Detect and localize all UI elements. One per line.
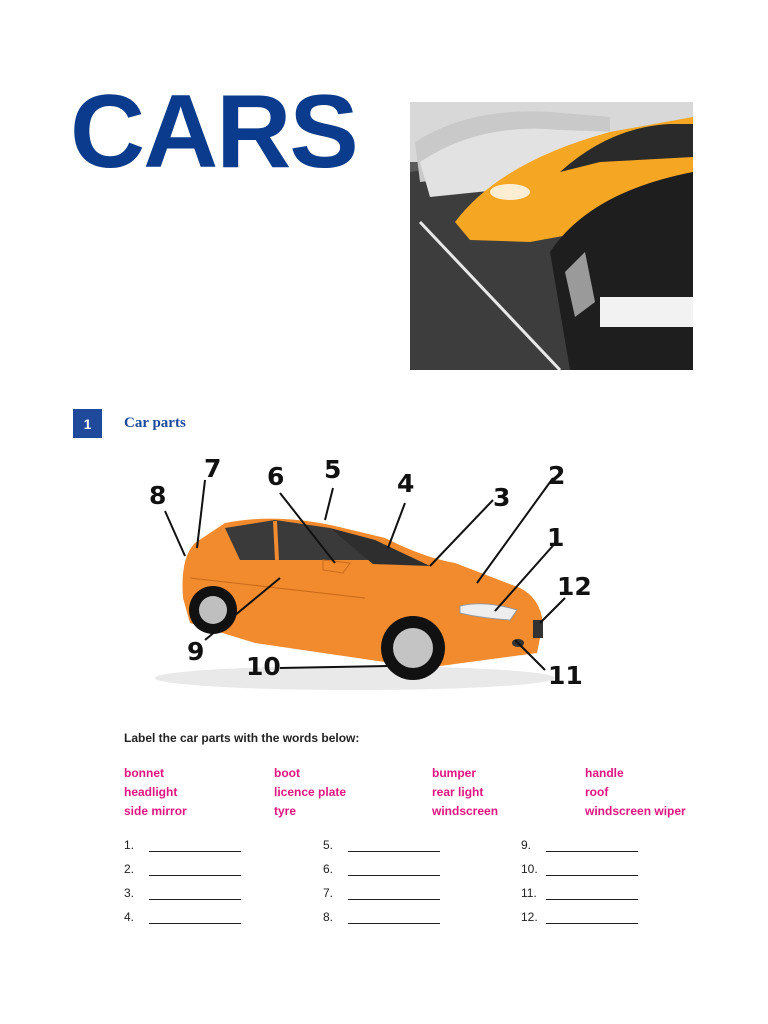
answer-row: 1.	[124, 838, 241, 852]
answer-row: 12.	[521, 910, 638, 924]
answer-blank-2[interactable]	[149, 862, 241, 876]
word-bumper: bumper	[432, 766, 477, 780]
word-boot: boot	[274, 766, 300, 780]
answer-row: 2.	[124, 862, 241, 876]
answer-blank-4[interactable]	[149, 910, 241, 924]
word-windscreen: windscreen	[432, 804, 499, 818]
answer-blank-7[interactable]	[348, 886, 440, 900]
diagram-label-3: 3	[493, 483, 511, 512]
word-bonnet: bonnet	[124, 766, 164, 780]
answer-blank-11[interactable]	[546, 886, 638, 900]
answer-row: 11.	[521, 886, 638, 900]
diagram-label-2: 2	[548, 461, 566, 490]
word-side-mirror: side mirror	[124, 804, 187, 818]
answer-row: 9.	[521, 838, 638, 852]
answer-row: 10.	[521, 862, 638, 876]
answer-blank-6[interactable]	[348, 862, 440, 876]
word-tyre: tyre	[274, 804, 297, 818]
word-rear-light: rear light	[432, 785, 484, 799]
diagram-label-10: 10	[246, 652, 281, 681]
answer-row: 8.	[323, 910, 440, 924]
word-licence-plate: licence plate	[274, 785, 347, 799]
answer-row: 7.	[323, 886, 440, 900]
answer-blank-12[interactable]	[546, 910, 638, 924]
answer-blank-10[interactable]	[546, 862, 638, 876]
diagram-label-4: 4	[397, 469, 415, 498]
answer-blank-9[interactable]	[546, 838, 638, 852]
answer-row: 5.	[323, 838, 440, 852]
instructions: Label the car parts with the words below:	[124, 731, 360, 745]
car-parts-diagram	[125, 448, 605, 698]
section-number-badge: 1	[73, 409, 102, 438]
parking-lot-photo	[410, 102, 693, 370]
section-title: Car parts	[124, 415, 186, 431]
word-windscreen-wiper: windscreen wiper	[585, 804, 686, 818]
answer-blank-5[interactable]	[348, 838, 440, 852]
word-handle: handle	[585, 766, 624, 780]
diagram-label-5: 5	[324, 455, 342, 484]
diagram-label-1: 1	[547, 523, 565, 552]
diagram-label-7: 7	[204, 454, 222, 483]
page-title: CARS	[70, 74, 357, 190]
diagram-label-11: 11	[548, 661, 583, 690]
answer-blank-1[interactable]	[149, 838, 241, 852]
answer-blank-3[interactable]	[149, 886, 241, 900]
answer-row: 4.	[124, 910, 241, 924]
diagram-label-9: 9	[187, 637, 205, 666]
diagram-label-8: 8	[149, 481, 167, 510]
diagram-label-12: 12	[557, 572, 592, 601]
answer-row: 6.	[323, 862, 440, 876]
answer-row: 3.	[124, 886, 241, 900]
word-roof: roof	[585, 785, 609, 799]
answer-blank-8[interactable]	[348, 910, 440, 924]
diagram-label-6: 6	[267, 462, 285, 491]
word-headlight: headlight	[124, 785, 178, 799]
